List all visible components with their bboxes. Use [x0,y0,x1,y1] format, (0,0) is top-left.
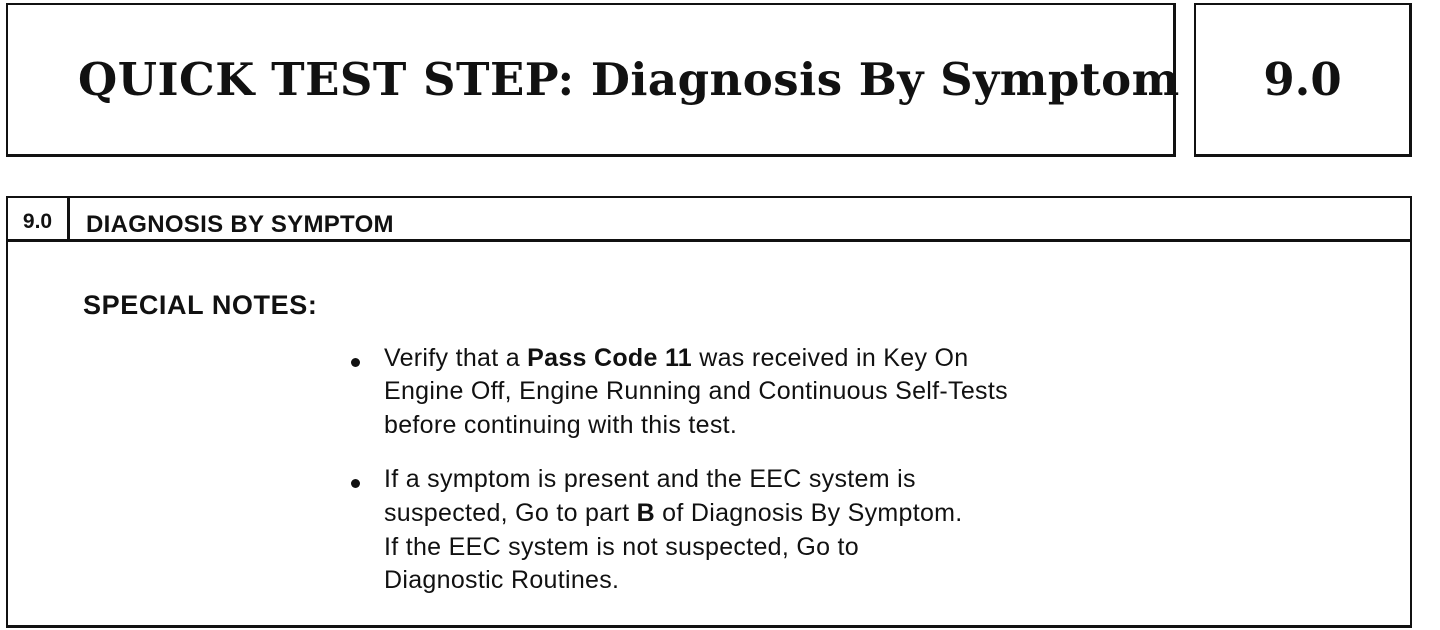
special-notes-heading: SPECIAL NOTES: [83,290,318,320]
note-1-line-1 [384,344,968,373]
note-2-line-1: If a symptom is present and the EEC system is [384,465,916,493]
bullet-dot-icon [351,358,360,367]
note-1-line-2: Engine Off, Engine Running and Continuous Self-Tests [384,377,1008,405]
note-2-line-2 [384,499,963,528]
section-header-number: 9.0 [8,198,70,239]
note-2-line-3: If the EEC system is not suspected, Go to [384,533,860,561]
bullet-dot-icon [351,479,360,488]
note-2-part-letter: B [636,499,655,527]
content-panel [6,196,1412,628]
page-title-box [6,3,1180,157]
section-number: 9.0 [1263,53,1342,106]
section-header-bar [8,198,1410,242]
note-1-line-3: before continuing with this test. [384,411,738,439]
note-2-line-2-prefix: suspected, Go to part [384,499,637,527]
section-number-box [1194,3,1412,157]
note-1-pass-code: Pass Code 11 [527,344,692,372]
note-2-line-4: Diagnostic Routines. [384,566,620,594]
note-1-line-1-prefix: Verify that a [384,344,528,372]
section-header-title: DIAGNOSIS BY SYMPTOM [86,211,394,238]
note-2-line-2-suffix: of Diagnosis By Symptom. [654,499,963,527]
page-title: QUICK TEST STEP: Diagnosis By Symptom [78,53,1180,106]
note-1-line-1-suffix: was received in Key On [691,344,969,372]
